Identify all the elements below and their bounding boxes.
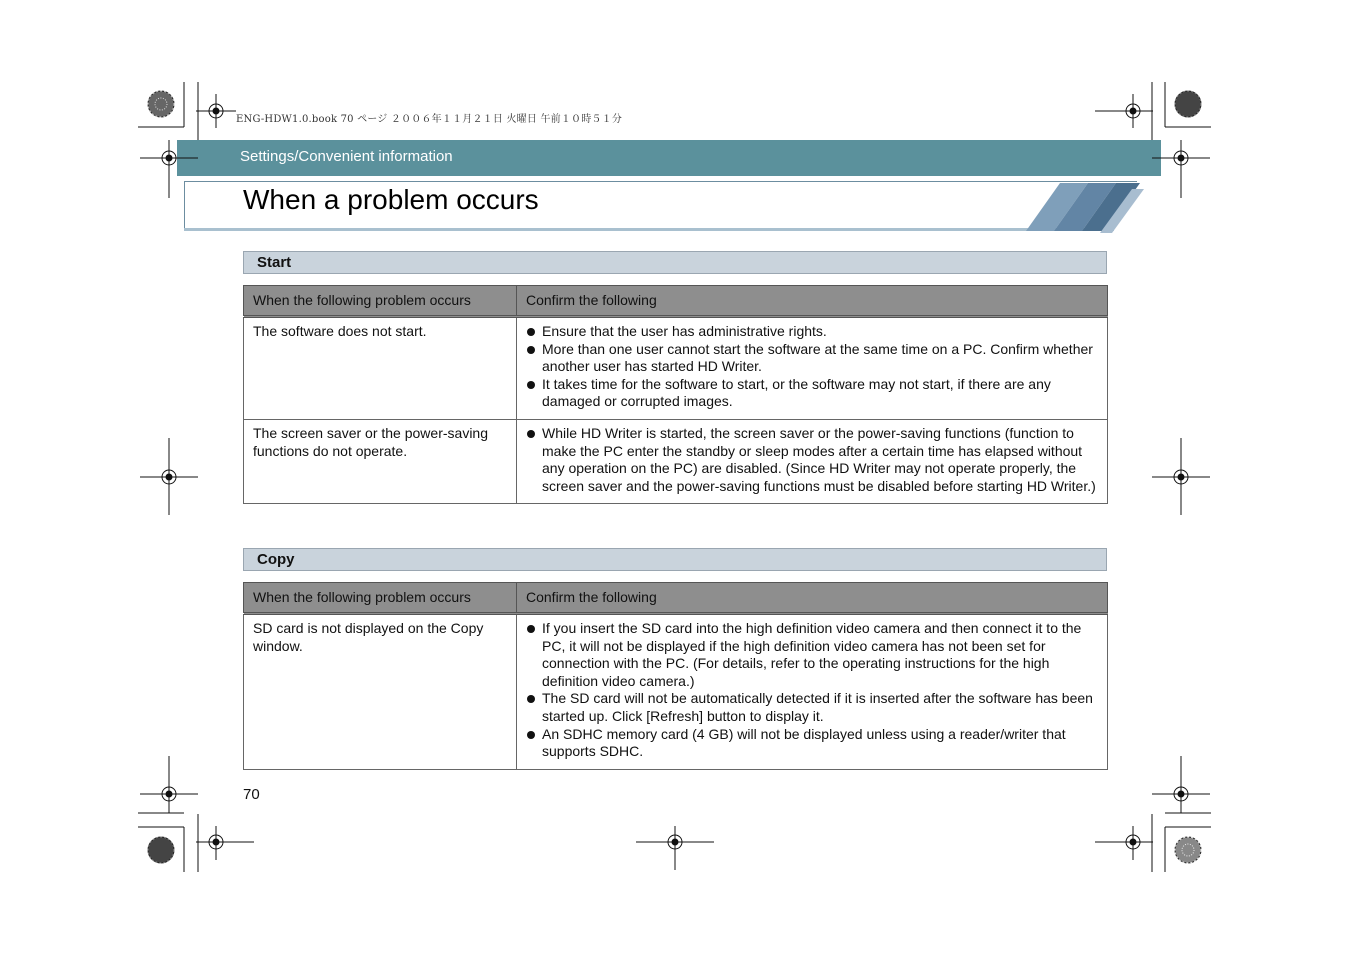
registration-target-icon xyxy=(1152,140,1210,198)
list-item: An SDHC memory card (4 GB) will not be displayed unless using a reader/writer that supports SDHC. xyxy=(526,726,1098,761)
list-item: While HD Writer is started, the screen saver or the power-saving functions (function to make the PC enter the standby or sleep modes after a certain time has elapsed without any operation on the PC) are disabled. (Since HD Writer may not operate properly, the screen saver and the power-saving functions must be disabled before starting HD Writer.) xyxy=(526,425,1098,495)
starburst-mark-icon xyxy=(1175,91,1201,117)
registration-target-icon xyxy=(1095,826,1153,860)
registration-target-icon xyxy=(636,826,714,870)
registration-target-icon xyxy=(140,438,198,515)
column-header-problem: When the following problem occurs xyxy=(244,286,517,317)
list-item: The SD card will not be automatically detected if it is inserted after the software has been started up. Click [Refresh] button to display it. xyxy=(526,690,1098,725)
starburst-mark-icon xyxy=(148,837,174,863)
starburst-mark-icon xyxy=(148,91,174,117)
section-heading-label: Copy xyxy=(257,551,295,568)
registration-target-icon xyxy=(140,140,198,198)
column-header-confirm: Confirm the following xyxy=(517,286,1108,317)
column-header-confirm: Confirm the following xyxy=(517,583,1108,614)
list-item: Ensure that the user has administrative rights. xyxy=(526,323,1098,341)
problem-cell: The screen saver or the power-saving functions do not operate. xyxy=(244,419,517,503)
registration-target-icon xyxy=(196,826,254,860)
registration-target-icon xyxy=(196,94,236,128)
page-number: 70 xyxy=(243,786,260,803)
column-header-problem: When the following problem occurs xyxy=(244,583,517,614)
list-item: More than one user cannot start the software at the same time on a PC. Confirm whether another user has started HD Writer. xyxy=(526,341,1098,376)
registration-target-icon xyxy=(1095,94,1153,128)
registration-target-icon xyxy=(1152,438,1210,515)
starburst-mark-icon xyxy=(1175,837,1201,863)
print-header: ENG-HDW1.0.book 70 ページ ２００６年１１月２１日 火曜日 午前１０時５１分 xyxy=(236,114,623,125)
page-title: When a problem occurs xyxy=(243,184,539,215)
problem-cell: The software does not start. xyxy=(244,317,517,420)
section-band-label: Settings/Convenient information xyxy=(240,148,453,165)
list-item: If you insert the SD card into the high definition video camera and then connect it to the PC, it will not be displayed if the high definition video camera has not been set for connection with the PC. (For details, refer to the operating instructions for the high definition video camera.) xyxy=(526,620,1098,690)
problem-cell: SD card is not displayed on the Copy window. xyxy=(244,614,517,770)
registration-target-icon xyxy=(140,756,198,813)
registration-target-icon xyxy=(1152,756,1210,813)
section-heading-label: Start xyxy=(257,254,292,271)
list-item: It takes time for the software to start, or the software may not start, if there are any damaged or corrupted images. xyxy=(526,376,1098,411)
